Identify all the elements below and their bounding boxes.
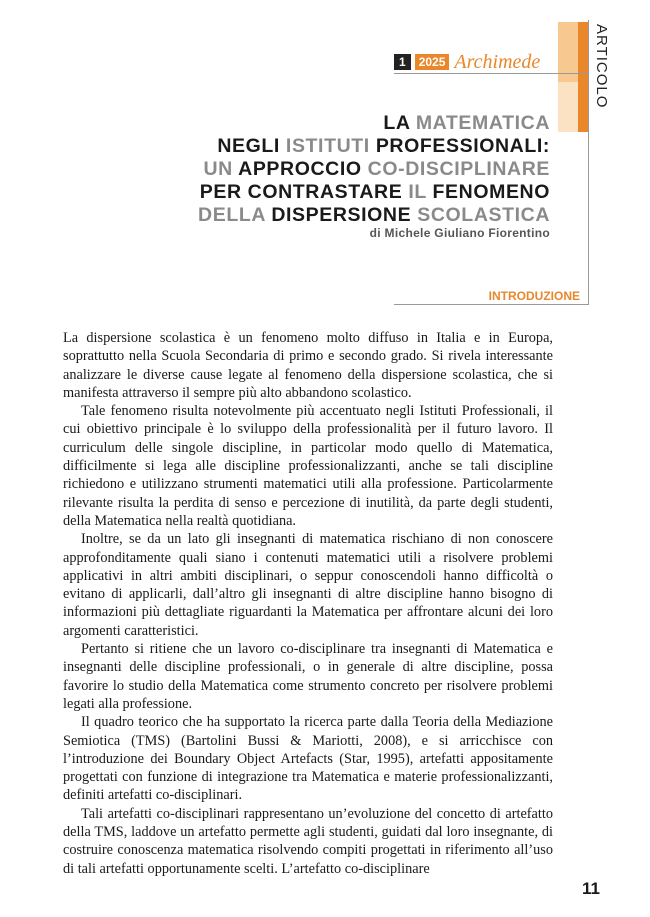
title-segment: SCOLASTICA: [417, 204, 550, 226]
section-side-label: [590, 24, 612, 134]
section-rule: [394, 304, 589, 305]
issue-year: 2025: [415, 54, 450, 70]
title-segment: UN: [203, 158, 239, 180]
journal-name: Archimede: [454, 50, 541, 73]
corner-ornament: [558, 22, 588, 132]
title-segment: PROFESSIONALI:: [375, 135, 550, 157]
issue-header: [394, 52, 540, 72]
title-segment: LA: [383, 112, 416, 134]
title-segment: APPROCCIO: [238, 158, 368, 180]
body-paragraph: La dispersione scolastica è un fenomeno molto diffuso in Italia e in Europa, soprattutto nella Scuola Secondaria di primo e secondo grado. Si rivela interessante analizzare le diverse cause legate al fenomeno della dispersione scolastica, che si manifesta attraverso il sempre più alto abbandono scolastico.: [63, 330, 553, 401]
body-paragraph: Tali artefatti co-disciplinari rappresentano un’evoluzione del concetto di artefatto della TMS, laddove un artefatto permette agli studenti, guidati dal loro insegnante, di costruire conoscenza matematica risolvendo compiti progettati in riferimento all’uso di tali artefatti opportunamente scelti. L’artefatto co-disciplinare: [63, 805, 553, 877]
title-segment: PER CONTRASTARE: [199, 181, 409, 203]
article-author: di Michele Giuliano Fiorentino: [369, 226, 550, 240]
issue-number: 1: [394, 54, 411, 70]
article-body: [63, 329, 553, 878]
section-heading: INTRODUZIONE: [488, 289, 580, 303]
body-paragraph: Il quadro teorico che ha supportato la ricerca parte dalla Teoria della Mediazione Semiotica (TMS) (Bartolini Bussi & Mariotti, 2008), e si arricchisce con l’introduzione dei Boundary Object Artefacts (Star, 1995), artefatti appositamente progettati con funzione di integrazione tra Matematica e materie professionalizzanti, definiti artefatti co-disciplinari.: [63, 714, 553, 804]
title-line: [80, 135, 550, 158]
title-segment: DELLA: [198, 204, 272, 226]
title-segment: NEGLI: [217, 135, 286, 157]
title-segment: DISPERSIONE: [271, 204, 418, 226]
page-number: 11: [582, 879, 600, 898]
article-title: [80, 112, 550, 227]
title-segment: IL: [408, 181, 433, 203]
title-line: [80, 181, 550, 204]
body-paragraph: Tale fenomeno risulta notevolmente più accentuato negli Istituti Professionali, il cui obiettivo principale è lo sviluppo della professionalità per il futuro lavoro. Il curriculum delle singole discipline, in particolar modo quello di Matematica, difficilmente si lega alle discipline professionalizzanti, anche se tali discipline richiedono e utilizzano strumenti matematici utili alla professione. Particolarmente rilevante risulta la perdita di senso e percezione di inutilità, da parte degli studenti, della Matematica nella realtà quotidiana.: [63, 403, 553, 529]
title-line: [80, 158, 550, 181]
title-segment: CO-DISCIPLINARE: [367, 158, 550, 180]
body-paragraph: Pertanto si ritiene che un lavoro co-disciplinare tra insegnanti di Matematica e insegnanti delle discipline professionali, o in generale di altre discipline, possa favorire lo studio della Matematica come strumento concreto per risolvere problemi legati alla professione.: [63, 641, 553, 712]
body-paragraph: Inoltre, se da un lato gli insegnanti di matematica rischiano di non conoscere approfonditamente quali siano i contenuti matematici utili a risolvere problemi applicativi in altri ambiti disciplinari, o seppur conoscendoli hanno difficoltà o evitano di applicarli, dall’altro gli insegnanti di altre discipline hanno bisogno di informazioni più dettagliate riguardanti la Matematica per affrontare alcuni dei loro argomenti caratteristici.: [63, 531, 553, 639]
side-label-text: ARTICOLO: [593, 24, 610, 109]
title-line: [80, 112, 550, 135]
title-segment: ISTITUTI: [285, 135, 376, 157]
header-rule: [394, 73, 588, 74]
title-line: [80, 204, 550, 227]
title-segment: FENOMENO: [432, 181, 550, 203]
title-segment: MATEMATICA: [415, 112, 550, 134]
margin-rule: [588, 20, 589, 305]
